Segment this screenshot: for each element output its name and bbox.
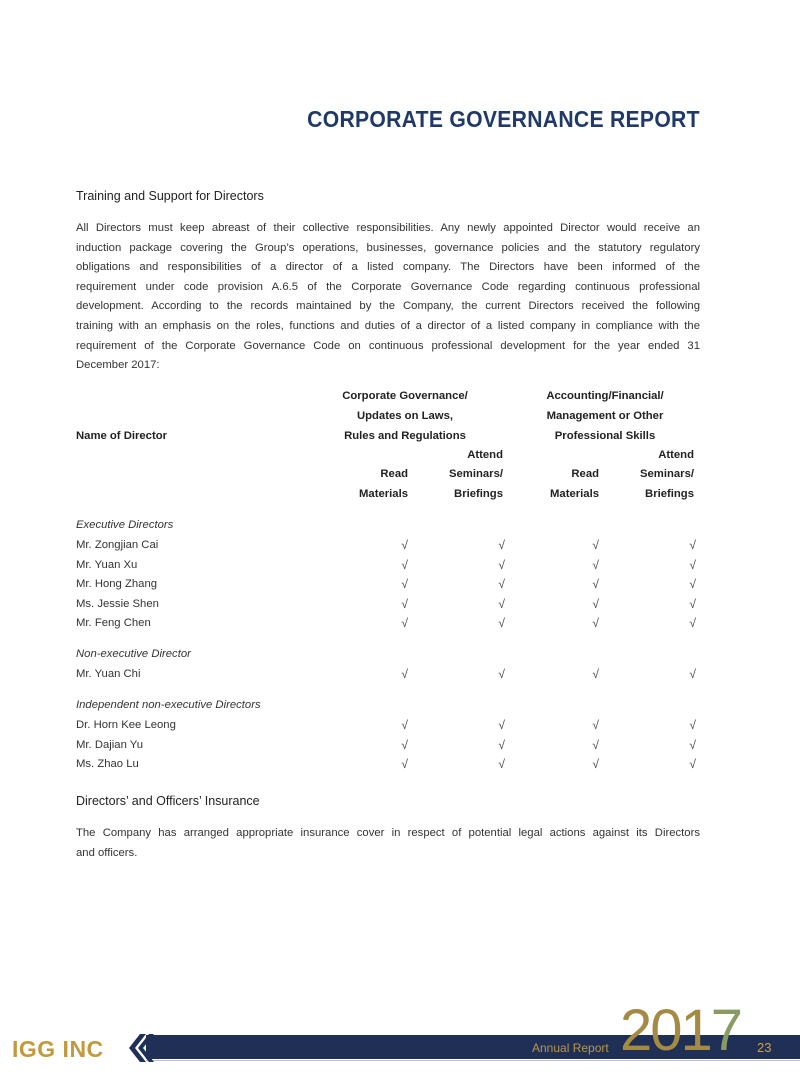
check-mark: √ [498,738,505,752]
check-mark: √ [401,597,408,611]
check-mark: √ [592,757,599,771]
table-row [76,756,700,776]
training-line: December 2017: [76,359,160,372]
training-line: requirement under code provision A.6.5 of the Corporate Governance Code regarding continuous professional [76,280,700,293]
table-row [76,557,700,577]
director-name: Mr. Zongjian Cai [76,539,159,551]
check-mark: √ [592,718,599,732]
col-read-header: Read [380,468,408,480]
group-label-independent: Independent non-executive Directors [76,699,261,711]
check-mark: √ [689,558,696,572]
group2-header-line: Accounting/Financial/ [546,390,664,402]
director-name: Mr. Yuan Xu [76,559,138,571]
training-line: training with an emphasis on the roles, functions and duties of a director of a listed company in compliance with the [76,319,700,332]
check-mark: √ [592,667,599,681]
page-title: CORPORATE GOVERNANCE REPORT [307,106,700,132]
report-year [620,998,742,1063]
col-attend-header: Briefings [645,488,694,500]
table-row [76,615,700,635]
check-mark: √ [689,538,696,552]
training-paragraph [76,219,700,376]
director-name: Mr. Dajian Yu [76,739,143,751]
year-digits: 20 [620,998,681,1063]
training-heading: Training and Support for Directors [76,189,264,203]
check-mark: √ [689,757,696,771]
check-mark: √ [689,718,696,732]
check-mark: √ [401,718,408,732]
group1-header-line: Corporate Governance/ [342,390,468,402]
annual-report-label: Annual Report [532,1041,609,1055]
check-mark: √ [689,597,696,611]
director-name: Mr. Feng Chen [76,617,151,629]
check-mark: √ [498,577,505,591]
check-mark: √ [498,667,505,681]
group2-header-line: Management or Other [546,410,664,422]
check-mark: √ [592,577,599,591]
insurance-heading: Directors’ and Officers’ Insurance [76,794,260,808]
check-mark: √ [592,538,599,552]
director-name: Ms. Jessie Shen [76,598,159,610]
check-mark: √ [689,577,696,591]
name-of-director-header: Name of Director [76,430,168,442]
check-mark: √ [592,558,599,572]
check-mark: √ [401,577,408,591]
check-mark: √ [689,616,696,630]
col-attend-header: Seminars/ [448,468,503,480]
director-name: Ms. Zhao Lu [76,758,139,770]
training-line: requirement of the Corporate Governance Code on continuous professional development for the year ended 31 [76,339,700,352]
check-mark: √ [401,667,408,681]
director-name: Dr. Horn Kee Leong [76,719,176,731]
year-digit-seven: 7 [710,998,742,1063]
check-mark: √ [401,738,408,752]
insurance-line: and officers. [76,846,138,859]
check-mark: √ [689,738,696,752]
training-line: All Directors must keep abreast of their collective responsibilities. Any newly appointed Director would receive an [76,222,700,234]
col-attend-header: Briefings [454,488,503,500]
check-mark: √ [592,616,599,630]
check-mark: √ [498,757,505,771]
year-digit-one: 1 [680,998,711,1063]
table-row [76,717,700,737]
check-mark: √ [498,597,505,611]
check-mark: √ [592,738,599,752]
col-attend-header: Attend [658,449,694,461]
check-mark: √ [401,538,408,552]
group1-header-line: Updates on Laws, [356,410,454,422]
page-number: 23 [757,1040,772,1055]
check-mark: √ [401,558,408,572]
check-mark: √ [498,616,505,630]
insurance-paragraph [76,824,700,863]
col-attend-header: Seminars/ [639,468,694,480]
table-row [76,666,700,686]
director-name: Mr. Yuan Chi [76,668,141,680]
check-mark: √ [498,538,505,552]
check-mark: √ [401,616,408,630]
group1-header-line: Rules and Regulations [344,430,466,442]
col-read-header: Read [571,468,599,480]
table-row [76,576,700,596]
check-mark: √ [592,597,599,611]
group-label-executive: Executive Directors [76,519,174,531]
check-mark: √ [498,718,505,732]
table-row [76,537,700,557]
group2-header-line: Professional Skills [554,430,656,442]
col-attend-header: Attend [467,449,503,461]
col-read-header: Materials [550,488,599,500]
check-mark: √ [498,558,505,572]
company-logo: IGG INC [12,1036,104,1062]
training-line: induction package covering the Group’s operations, businesses, governance policies and the statutory regulatory [76,241,700,254]
training-line: obligations and responsibilities of a director of a listed company. The Directors have been informed of the [76,261,700,274]
insurance-line: The Company has arranged appropriate insurance cover in respect of potential legal actions against its Directors [76,827,700,839]
table-row [76,596,700,616]
group-label-non-executive: Non-executive Director [76,648,191,660]
director-name: Mr. Hong Zhang [76,578,158,590]
table-row [76,737,700,757]
col-read-header: Materials [359,488,408,500]
chevron-left-icon [126,1033,154,1063]
check-mark: √ [689,667,696,681]
check-mark: √ [401,757,408,771]
training-line: development. According to the records maintained by the Company, the current Directors received the following [76,300,700,313]
